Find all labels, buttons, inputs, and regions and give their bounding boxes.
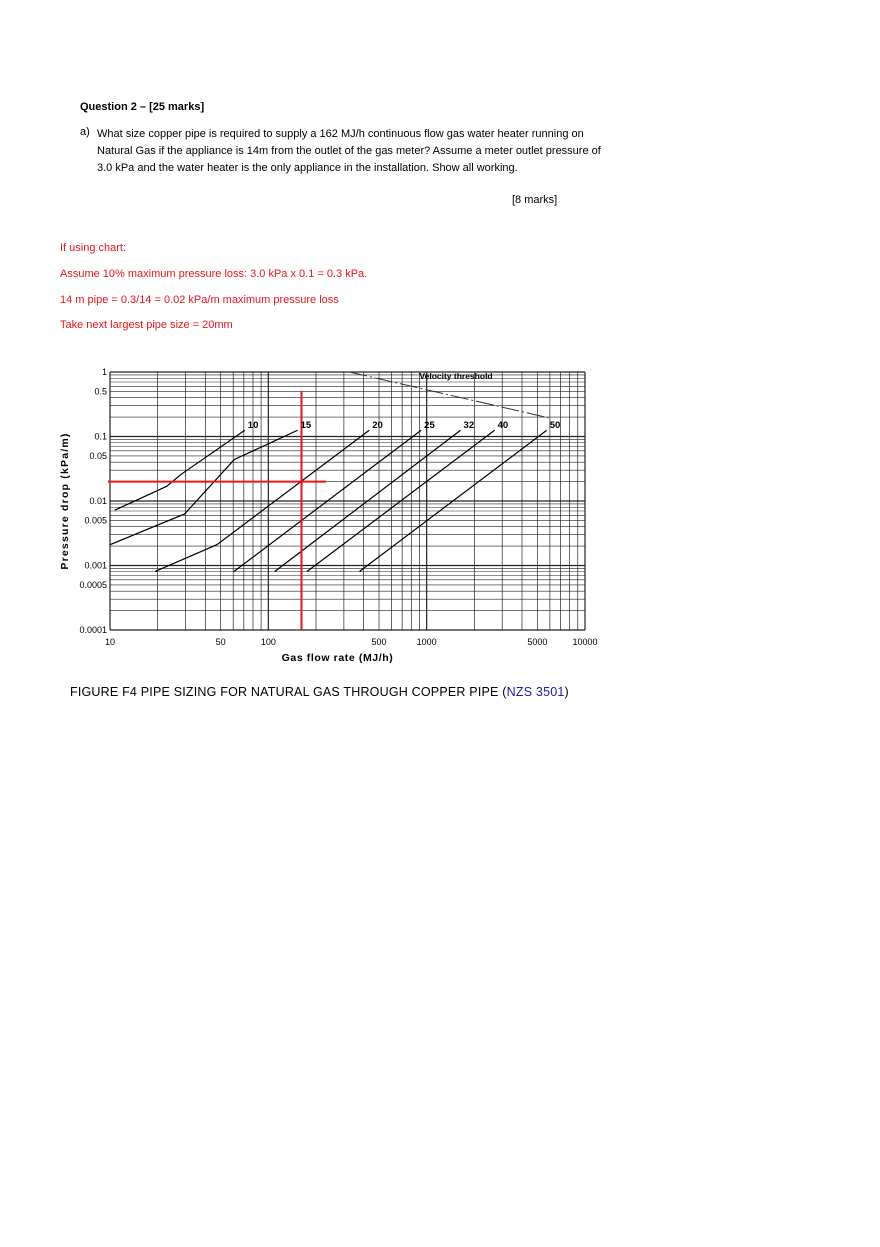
velocity-threshold-label: Velocity threshold <box>419 370 493 381</box>
pipe-size-label: 10 <box>247 420 259 432</box>
y-tick-label: 0.001 <box>84 560 107 571</box>
x-tick-label: 10 <box>104 637 116 647</box>
caption-main: FIGURE F4 PIPE SIZING FOR NATURAL GAS THROUGH COPPER PIPE ( <box>70 685 507 699</box>
pipe-size-label: 25 <box>424 420 435 432</box>
caption-ref: NZS 3501 <box>506 685 565 699</box>
pipe-size-label: 32 <box>463 420 475 432</box>
x-tick-label: 100 <box>260 637 276 647</box>
x-tick-label: 500 <box>371 637 387 647</box>
caption-end: ) <box>564 685 569 699</box>
x-tick-label: 50 <box>215 637 226 647</box>
x-tick-label: 10000 <box>572 637 598 647</box>
y-tick-label: 0.0001 <box>79 625 107 635</box>
x-tick-label: 5000 <box>527 637 548 647</box>
pipe-size-label: 50 <box>549 420 561 432</box>
pipe-size-label: 15 <box>300 420 312 432</box>
x-axis-label: Gas flow rate (MJ/h) <box>281 652 394 664</box>
y-tick-label: 0.01 <box>89 496 107 506</box>
y-axis-label: Pressure drop (kPa/m) <box>59 432 71 570</box>
figure-caption <box>70 685 569 699</box>
marks-label: [8 marks] <box>512 194 558 206</box>
question-title: Question 2 – [25 marks] <box>80 101 205 113</box>
grid <box>110 372 585 630</box>
answer-line-2: Assume 10% maximum pressure loss: 3.0 kPa x 0.1 = 0.3 kPa. <box>60 268 368 280</box>
y-tick-label: 0.5 <box>94 386 107 397</box>
x-tick-label: 1000 <box>416 637 437 647</box>
y-tick-label: 0.005 <box>84 515 107 526</box>
y-tick-label: 0.05 <box>89 450 107 461</box>
y-tick-label: 1 <box>101 367 107 377</box>
pipe-sizing-chart <box>50 360 610 680</box>
answer-line-3: 14 m pipe = 0.3/14 = 0.02 kPa/m maximum pressure loss <box>60 294 339 306</box>
pipe-size-label: 40 <box>497 420 509 432</box>
answer-line-1: If using chart: <box>60 242 127 254</box>
pipe-curve-15 <box>110 430 298 544</box>
y-tick-label: 0.0005 <box>79 579 107 590</box>
part-label: a) <box>80 126 90 138</box>
y-tick-label: 0.1 <box>94 431 107 442</box>
question-text: What size copper pipe is required to supply a 162 MJ/h continuous flow gas water heater running on Natural Gas if the appliance is 14m from the outlet of the gas meter? Assume a meter outlet pressure of 3.0 kPa and the water heater is the only appliance in the installation. Show all working. <box>97 128 601 174</box>
pipe-size-label: 20 <box>372 420 383 432</box>
answer-line-4: Take next largest pipe size = 20mm <box>60 319 233 331</box>
